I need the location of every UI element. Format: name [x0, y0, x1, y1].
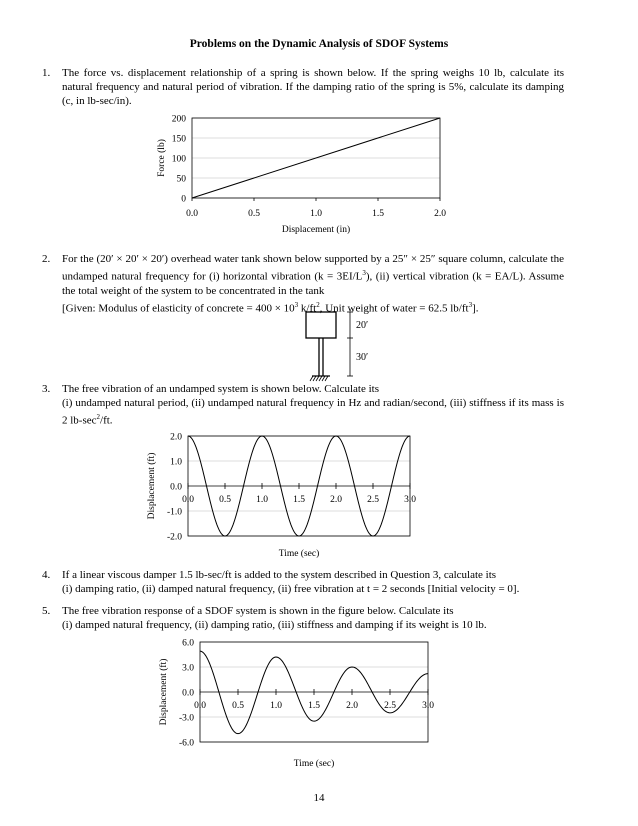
y-tick-label: 50 — [176, 174, 186, 185]
x-tick-label: 3.0 — [404, 495, 416, 505]
x-tick-label: 2.0 — [346, 701, 358, 711]
x-tick-label: 1.0 — [310, 209, 322, 219]
problem-number: 1. — [42, 67, 51, 79]
x-axis-label: Displacement (in) — [281, 225, 351, 235]
hatch-line — [325, 376, 328, 381]
y-tick-label: 1.0 — [170, 457, 182, 468]
y-tick-label: 3.0 — [182, 663, 194, 674]
tank-height-label: 20′ — [356, 320, 369, 331]
y-axis-label: Displacement (ft) — [159, 658, 169, 726]
problem-text-line2: (i) undamped natural period, (ii) undamped natural frequency in Hz and radian/second, (iii) stiffness if its mass is 2 $lb-\sec^2/ft$. — [62, 397, 564, 427]
x-tick-label: 2.0 — [330, 495, 342, 505]
damped-vibration-chart — [150, 634, 450, 770]
column-height-label: 30′ — [356, 352, 369, 363]
hatch-line — [322, 376, 325, 381]
x-tick-label: 2.5 — [384, 701, 396, 711]
y-tick-label: 2.0 — [170, 432, 182, 443]
x-tick-label: 1.5 — [308, 701, 320, 711]
problem-text: The force vs. displacement relationship of a spring is shown below. If the spring weighs 10 lb, calculate its natural frequency and natural period of vibration. If the damping ratio of the spring is 5%, calculate its damping (c, in lb-sec/in). — [62, 67, 564, 107]
x-tick-label: 2.0 — [434, 209, 446, 219]
y-tick-label: 100 — [171, 154, 186, 165]
problem-text-line2: (i) damped natural frequency, (ii) damping ratio, (iii) stiffness and damping if its weight is 10 lb. — [62, 619, 487, 631]
problem-given: [Given: Modulus of elasticity of concrete = $400 \times 10^3$ $k/ft^2$, Unit weight of water = 62.5 $lb/ft^3$]. — [62, 300, 479, 315]
page-title: Problems on the Dynamic Analysis of SDOF Systems — [189, 38, 449, 50]
tank-box — [306, 312, 336, 338]
problem-number: 5. — [42, 605, 51, 617]
page-number: 14 — [313, 792, 325, 804]
y-tick-label: 200 — [171, 114, 186, 125]
y-tick-label: -1.0 — [166, 507, 182, 518]
y-tick-label: -6.0 — [178, 738, 194, 749]
y-tick-label: 0 — [181, 194, 186, 205]
y-tick-label: -2.0 — [166, 532, 182, 543]
force-displacement-chart — [140, 110, 470, 242]
y-axis-label: Displacement (ft) — [147, 452, 157, 520]
x-tick-label: 3.0 — [422, 701, 434, 711]
water-tank-diagram — [290, 308, 380, 384]
problem-number: 3. — [42, 383, 51, 395]
x-tick-label: 1.0 — [256, 495, 268, 505]
problem-text-line1: The free vibration response of a SDOF system is shown in the figure below. Calculate its — [62, 605, 454, 617]
x-tick-label: 0.0 — [182, 495, 194, 505]
hatch-line — [313, 376, 316, 381]
x-tick-label: 0.5 — [219, 495, 231, 505]
problem-5 — [42, 604, 564, 632]
y-axis-label: Force (lb) — [157, 139, 167, 177]
problem-text: For the (20′ × 20′ × 20′) overhead water tank shown below supported by a 25″ × 25″ square column, calculate the undamped natural frequency for (i) horizontal vibration $(k = 3EI/L^3)$, (ii) vertical vibration (k = EA/L). Assume the total weight of the system to be concentrated in the tank — [62, 253, 564, 297]
y-tick-label: 0.0 — [182, 688, 194, 699]
x-tick-label: 2.5 — [367, 495, 379, 505]
x-tick-label: 0.5 — [232, 701, 244, 711]
problem-number: 4. — [42, 569, 51, 581]
x-tick-label: 1.0 — [270, 701, 282, 711]
ground-hatch — [310, 376, 328, 381]
y-tick-label: 150 — [171, 134, 186, 145]
y-tick-label: 0.0 — [170, 482, 182, 493]
undamped-vibration-chart — [130, 428, 460, 560]
x-axis-label: Time (sec) — [278, 549, 320, 559]
y-tick-label: 6.0 — [182, 638, 194, 649]
problem-2 — [42, 252, 564, 315]
y-tick-label: -3.0 — [178, 713, 194, 724]
problem-text-line1: If a linear viscous damper 1.5 lb-sec/ft is added to the system described in Question 3, calculate its — [62, 569, 497, 581]
problem-number: 2. — [42, 253, 51, 265]
hatch-line — [316, 376, 319, 381]
hatch-line — [319, 376, 322, 381]
problem-3 — [42, 382, 564, 428]
problem-text-line2: (i) damping ratio, (ii) damped natural frequency, (ii) free vibration at t = 2 seconds [Initial velocity = 0]. — [62, 583, 520, 595]
problem-4 — [42, 568, 564, 596]
hatch-line — [310, 376, 313, 381]
problem-1 — [42, 66, 564, 108]
x-axis-label: Time (sec) — [293, 759, 335, 769]
x-tick-label: 0.0 — [186, 209, 198, 219]
x-tick-label: 0.5 — [248, 209, 260, 219]
x-tick-label: 1.5 — [293, 495, 305, 505]
x-tick-label: 0.0 — [194, 701, 206, 711]
x-tick-label: 1.5 — [372, 209, 384, 219]
problem-text-line1: The free vibration of an undamped system is shown below. Calculate its — [62, 383, 379, 395]
